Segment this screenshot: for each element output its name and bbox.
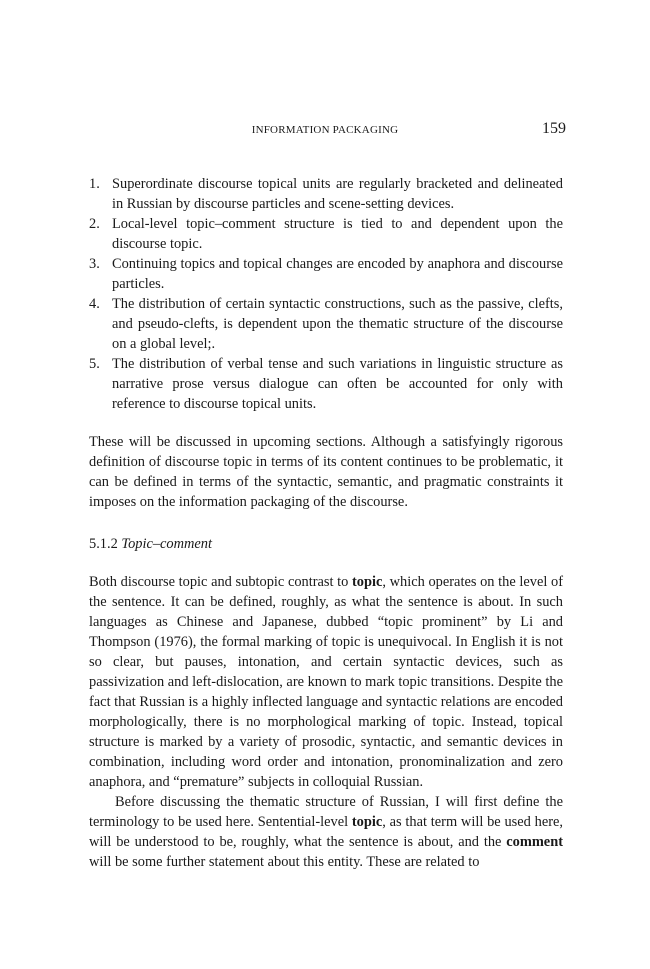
list-item (89, 214, 563, 254)
numbered-list (89, 174, 563, 414)
list-item (89, 294, 563, 354)
paragraph-text: will be some further statement about this entity. These are related to (89, 854, 480, 870)
key-term-topic: topic (351, 814, 383, 830)
paragraph-text: , which operates on the level of the sentence. It can be defined, roughly, as what the sentence is about. In such languages as Chinese and Japanese, dubbed “topic prominent” by Li and Thompson (1976), the formal marking of topic is unequivocal. In English it is not so clear, but pauses, intonation, and certain syntactic devices, such as passivization and left-dislocation, are known to mark topic transitions. Despite the fact that Russian is a highly inflected language and syntactic relations are encoded morphologically, there is no morphological marking of topic. Instead, topical structure is marked by a variety of prosodic, syntactic, and semantic devices in combination, including word order and intonation, pronominalization and zero anaphora, and “premature” subjects in colloquial Russian. (89, 574, 563, 790)
body-paragraph (89, 792, 563, 872)
paragraph-text: Before discussing the thematic structure of Russian, I will first define the terminology to be used here. Sentential-level (89, 794, 563, 830)
body-paragraph (89, 572, 563, 792)
page-number: 159 (542, 120, 566, 137)
paragraph-text: Both discourse topic and subtopic contrast to (89, 574, 353, 590)
section-title: Topic–comment (121, 536, 212, 552)
list-item (89, 254, 563, 294)
running-head: INFORMATION PACKAGING (251, 124, 399, 136)
list-item-number: 5. (89, 356, 100, 372)
list-item (89, 354, 563, 414)
list-item-text: Continuing topics and topical changes are encoded by anaphora and discourse particles. (112, 256, 563, 292)
key-term-comment: comment (506, 834, 563, 850)
key-term-topic: topic (352, 574, 383, 590)
list-item-text: Local-level topic–comment structure is tied to and dependent upon the discourse topic. (112, 216, 563, 252)
list-item (89, 174, 563, 214)
list-item-number: 2. (89, 216, 100, 232)
list-item-number: 3. (89, 256, 100, 272)
list-item-number: 4. (89, 296, 100, 312)
section-heading (89, 534, 563, 554)
section-number: 5.1.2 (89, 536, 118, 552)
list-item-text: The distribution of certain syntactic constructions, such as the passive, clefts, and pseudo-clefts, is dependent upon the thematic structure of the discourse on a global level;. (112, 296, 563, 352)
paragraph-text: , as that term will be used here, will be understood to be, roughly, what the sentence is about, and the (89, 814, 563, 850)
list-item-number: 1. (89, 176, 100, 192)
list-item-text: The distribution of verbal tense and such variations in linguistic structure as narrative prose versus dialogue can often be accounted for only with reference to discourse topical units. (112, 356, 563, 412)
body-paragraph: These will be discussed in upcoming sections. Although a satisfyingly rigorous definition of discourse topic in terms of its content continues to be problematic, it can be defined in terms of the syntactic, semantic, and pragmatic constraints it imposes on the information packaging of the discourse. (89, 434, 563, 510)
list-item-text: Superordinate discourse topical units are regularly bracketed and delineated in Russian by discourse particles and scene-setting devices. (112, 176, 563, 212)
